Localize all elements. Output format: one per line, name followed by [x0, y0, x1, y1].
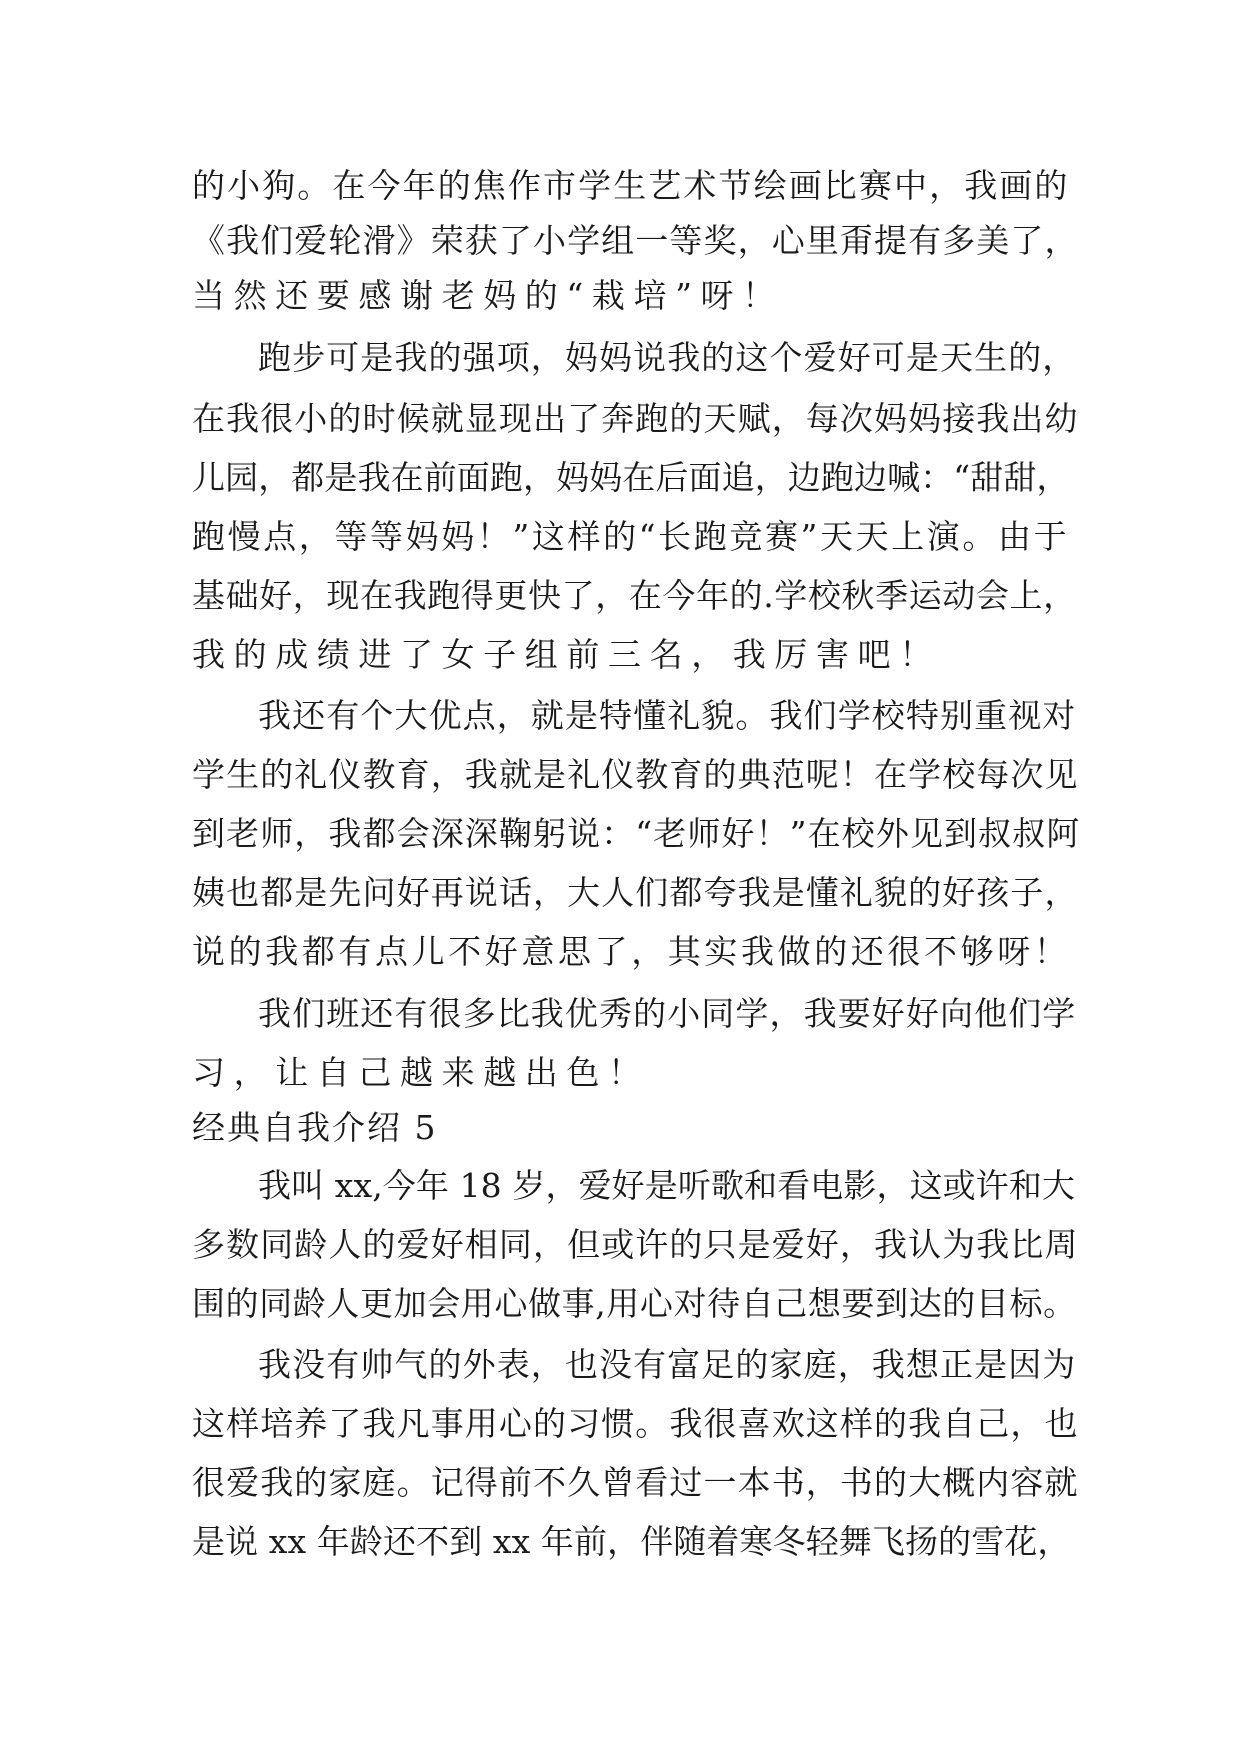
- text-line: 是说 xx 年龄还不到 xx 年前，伴随着寒冬轻舞飞扬的雪花，: [192, 1522, 1071, 1561]
- text-line: 习，让自己越来越出色！: [192, 1053, 650, 1092]
- text-line: 儿园，都是我在前面跑，妈妈在后面追，边跑边喊：“甜甜，: [192, 458, 1070, 497]
- text-line: 我的成绩进了女子组前三名，我厉害吧！: [192, 635, 941, 674]
- text-line: 这样培养了我凡事用心的习惯。我很喜欢这样的我自己，也: [192, 1404, 1079, 1443]
- text-line: 姨也都是先问好再说话，大人们都夸我是懂礼貌的好孩子，: [192, 873, 1079, 912]
- paragraph-first-line: 我还有个大优点，就是特懂礼貌。我们学校特别重视对: [258, 696, 1077, 735]
- text-line: 说的我都有点儿不好意思了，其实我做的还很不够呀！: [192, 932, 1071, 971]
- text-line: 多数同龄人的爱好相同，但或许的只是爱好，我认为我比周: [192, 1225, 1079, 1264]
- paragraph-first-line: 跑步可是我的强项，妈妈说我的这个爱好可是天生的，: [258, 338, 1077, 377]
- paragraph-first-line: 我叫 xx,今年 18 岁，爱好是听歌和看电影，这或许和大: [258, 1166, 1076, 1205]
- text-line: 的小狗。在今年的焦作市学生艺术节绘画比赛中，我画的: [192, 166, 1070, 205]
- paragraph-first-line: 我们班还有很多比我优秀的小同学，我要好好向他们学: [258, 994, 1077, 1033]
- text-line: 当然还要感谢老妈的“栽培”呀！: [192, 276, 784, 315]
- text-line: 围的同龄人更加会用心做事,用心对待自己想要到达的目标。: [192, 1284, 1077, 1323]
- text-line: 学生的礼仪教育，我就是礼仪教育的典范呢！在学校每次见: [192, 755, 1079, 794]
- text-line: 很爱我的家庭。记得前不久曾看过一本书，书的大概内容就: [192, 1463, 1079, 1502]
- text-line: 基础好，现在我跑得更快了，在今年的.学校秋季运动会上，: [192, 576, 1077, 615]
- section-heading: 经典自我介绍 5: [192, 1108, 438, 1147]
- text-line: 《我们爱轮滑》荣获了小学组一等奖，心里甭提有多美了，: [192, 221, 1079, 260]
- text-line: 到老师，我都会深深鞠躬说：“老师好！”在校外见到叔叔阿: [192, 814, 1081, 853]
- text-line: 跑慢点，等等妈妈！”这样的“长跑竞赛”天天上演。由于: [192, 517, 1070, 556]
- text-line: 在我很小的时候就显现出了奔跑的天赋，每次妈妈接我出幼: [192, 399, 1079, 438]
- paragraph-first-line: 我没有帅气的外表，也没有富足的家庭，我想正是因为: [258, 1345, 1077, 1384]
